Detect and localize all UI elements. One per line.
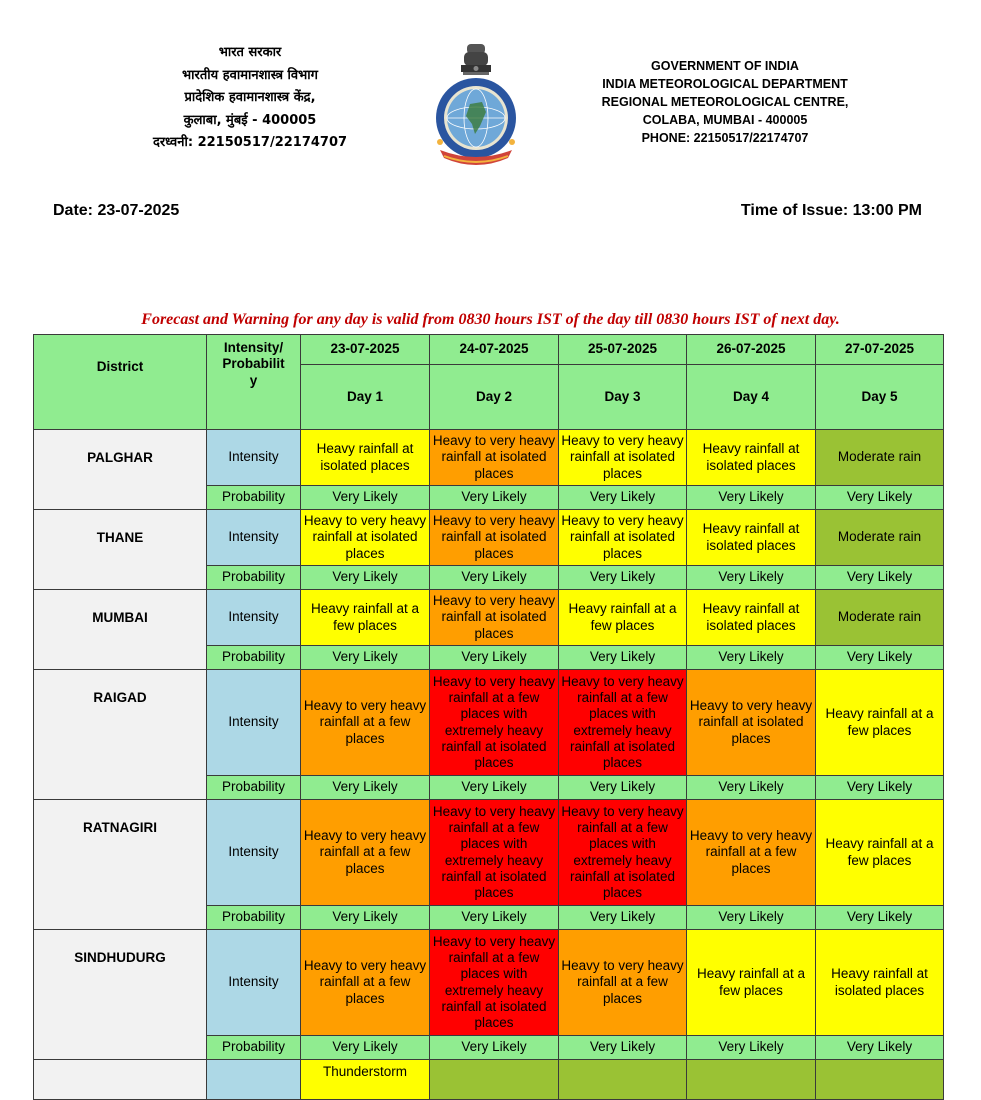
district-name: SINDHUDURG <box>34 930 207 1060</box>
partial-row-cell <box>34 1060 207 1100</box>
intensity-label: Intensity <box>207 590 301 646</box>
issue-date: Date: 23-07-2025 <box>53 202 180 219</box>
intensity-cell: Heavy rainfall at a few places <box>816 670 944 776</box>
hindi-line-5: दरध्वनी: 22150517/22174707 <box>152 135 348 150</box>
day-header-2: Day 2 <box>430 365 559 430</box>
intensity-cell: Heavy to very heavy rainfall at a few places <box>301 670 430 776</box>
intensity-cell: Heavy rainfall at isolated places <box>301 430 430 486</box>
probability-cell: Very Likely <box>816 486 944 510</box>
probability-cell: Very Likely <box>430 646 559 670</box>
partial-row-cell: Thunderstorm <box>301 1060 430 1100</box>
date-header-5: 27-07-2025 <box>816 335 944 365</box>
header-english-block <box>595 57 855 147</box>
probability-cell: Very Likely <box>559 486 687 510</box>
probability-cell: Very Likely <box>816 566 944 590</box>
district-name: RATNAGIRI <box>34 800 207 930</box>
partial-row-cell <box>430 1060 559 1100</box>
intensity-cell: Heavy to very heavy rainfall at a few places <box>687 800 816 906</box>
probability-cell: Very Likely <box>559 566 687 590</box>
date-header-1: 23-07-2025 <box>301 335 430 365</box>
intensity-probability-header: Intensity/ Probabilit y <box>207 335 301 430</box>
probability-label: Probability <box>207 646 301 670</box>
probability-cell: Very Likely <box>687 776 816 800</box>
probability-cell: Very Likely <box>430 566 559 590</box>
intensity-cell: Heavy to very heavy rainfall at a few places with extremely heavy rainfall at isolated places <box>559 800 687 906</box>
probability-cell: Very Likely <box>430 1036 559 1060</box>
header-hindi-block <box>110 42 390 155</box>
day-header-1: Day 1 <box>301 365 430 430</box>
probability-cell: Very Likely <box>301 566 430 590</box>
day-header-4: Day 4 <box>687 365 816 430</box>
english-line-1: GOVERNMENT OF INDIA <box>651 59 799 73</box>
probability-cell: Very Likely <box>430 486 559 510</box>
district-name: RAIGAD <box>34 670 207 800</box>
intensity-label: Intensity <box>207 930 301 1036</box>
forecast-table <box>33 334 944 1100</box>
intensity-cell: Moderate rain <box>816 510 944 566</box>
intensity-cell: Moderate rain <box>816 430 944 486</box>
partial-row-cell <box>687 1060 816 1100</box>
probability-cell: Very Likely <box>301 776 430 800</box>
imd-emblem-icon <box>430 38 522 166</box>
probability-cell: Very Likely <box>301 1036 430 1060</box>
date-header-3: 25-07-2025 <box>559 335 687 365</box>
probability-cell: Very Likely <box>559 646 687 670</box>
intensity-cell: Heavy to very heavy rainfall at a few places <box>559 930 687 1036</box>
probability-label: Probability <box>207 906 301 930</box>
intensity-cell: Heavy rainfall at a few places <box>301 590 430 646</box>
district-header: District <box>34 335 207 430</box>
probability-label: Probability <box>207 566 301 590</box>
intensity-cell: Heavy to very heavy rainfall at a few places with extremely heavy rainfall at isolated places <box>430 930 559 1036</box>
intensity-cell: Heavy to very heavy rainfall at isolated places <box>301 510 430 566</box>
probability-cell: Very Likely <box>559 906 687 930</box>
intensity-cell: Heavy to very heavy rainfall at isolated places <box>430 430 559 486</box>
intensity-cell: Heavy rainfall at a few places <box>816 800 944 906</box>
probability-cell: Very Likely <box>687 1036 816 1060</box>
intensity-cell: Heavy rainfall at isolated places <box>687 510 816 566</box>
intensity-cell: Moderate rain <box>816 590 944 646</box>
intensity-cell: Heavy rainfall at isolated places <box>687 590 816 646</box>
intensity-cell: Heavy to very heavy rainfall at isolated places <box>430 590 559 646</box>
intensity-cell: Heavy rainfall at isolated places <box>687 430 816 486</box>
intensity-cell: Heavy to very heavy rainfall at isolated places <box>430 510 559 566</box>
hindi-line-3: प्रादेशिक हवामानशास्त्र केंद्र, <box>184 90 316 105</box>
district-name: PALGHAR <box>34 430 207 510</box>
intensity-label: Intensity <box>207 800 301 906</box>
probability-cell: Very Likely <box>687 906 816 930</box>
intensity-cell: Heavy to very heavy rainfall at isolated places <box>559 430 687 486</box>
intensity-cell: Heavy to very heavy rainfall at a few places with extremely heavy rainfall at isolated places <box>430 800 559 906</box>
intensity-cell: Heavy rainfall at a few places <box>687 930 816 1036</box>
partial-row-cell <box>207 1060 301 1100</box>
day-header-3: Day 3 <box>559 365 687 430</box>
probability-label: Probability <box>207 486 301 510</box>
hindi-line-4: कुलाबा, मुंबई - 400005 <box>183 112 317 128</box>
intensity-cell: Heavy to very heavy rainfall at isolated places <box>559 510 687 566</box>
probability-cell: Very Likely <box>430 906 559 930</box>
intensity-cell: Heavy to very heavy rainfall at a few places with extremely heavy rainfall at isolated places <box>430 670 559 776</box>
partial-row-cell <box>816 1060 944 1100</box>
english-line-4: COLABA, MUMBAI - 400005 <box>642 113 808 127</box>
probability-cell: Very Likely <box>687 566 816 590</box>
hindi-line-1: भारत सरकार <box>218 45 282 60</box>
probability-cell: Very Likely <box>816 776 944 800</box>
intensity-cell: Heavy to very heavy rainfall at isolated places <box>687 670 816 776</box>
hindi-line-2: भारतीय हवामानशास्त्र विभाग <box>182 67 318 83</box>
validity-note: Forecast and Warning for any day is valid from 0830 hours IST of the day till 0830 hours IST of next day. <box>141 311 840 328</box>
intensity-label: Intensity <box>207 670 301 776</box>
english-line-5: PHONE: 22150517/22174707 <box>641 131 809 145</box>
intensity-cell: Heavy to very heavy rainfall at a few places <box>301 800 430 906</box>
intensity-cell: Heavy to very heavy rainfall at a few places <box>301 930 430 1036</box>
probability-cell: Very Likely <box>816 646 944 670</box>
probability-label: Probability <box>207 1036 301 1060</box>
probability-cell: Very Likely <box>687 486 816 510</box>
probability-cell: Very Likely <box>687 646 816 670</box>
district-name: THANE <box>34 510 207 590</box>
partial-row-cell <box>559 1060 687 1100</box>
probability-cell: Very Likely <box>816 906 944 930</box>
intensity-cell: Heavy to very heavy rainfall at a few places with extremely heavy rainfall at isolated places <box>559 670 687 776</box>
day-header-5: Day 5 <box>816 365 944 430</box>
english-line-2: INDIA METEOROLOGICAL DEPARTMENT <box>602 77 848 91</box>
district-name: MUMBAI <box>34 590 207 670</box>
probability-cell: Very Likely <box>816 1036 944 1060</box>
intensity-cell: Heavy rainfall at isolated places <box>816 930 944 1036</box>
intensity-label: Intensity <box>207 430 301 486</box>
probability-cell: Very Likely <box>301 486 430 510</box>
date-header-2: 24-07-2025 <box>430 335 559 365</box>
time-of-issue: Time of Issue: 13:00 PM <box>740 202 922 219</box>
intensity-label: Intensity <box>207 510 301 566</box>
probability-cell: Very Likely <box>559 1036 687 1060</box>
intensity-cell: Heavy rainfall at a few places <box>559 590 687 646</box>
probability-cell: Very Likely <box>301 646 430 670</box>
date-header-4: 26-07-2025 <box>687 335 816 365</box>
probability-cell: Very Likely <box>559 776 687 800</box>
probability-cell: Very Likely <box>430 776 559 800</box>
probability-cell: Very Likely <box>301 906 430 930</box>
english-line-3: REGIONAL METEOROLOGICAL CENTRE, <box>601 95 849 109</box>
probability-label: Probability <box>207 776 301 800</box>
